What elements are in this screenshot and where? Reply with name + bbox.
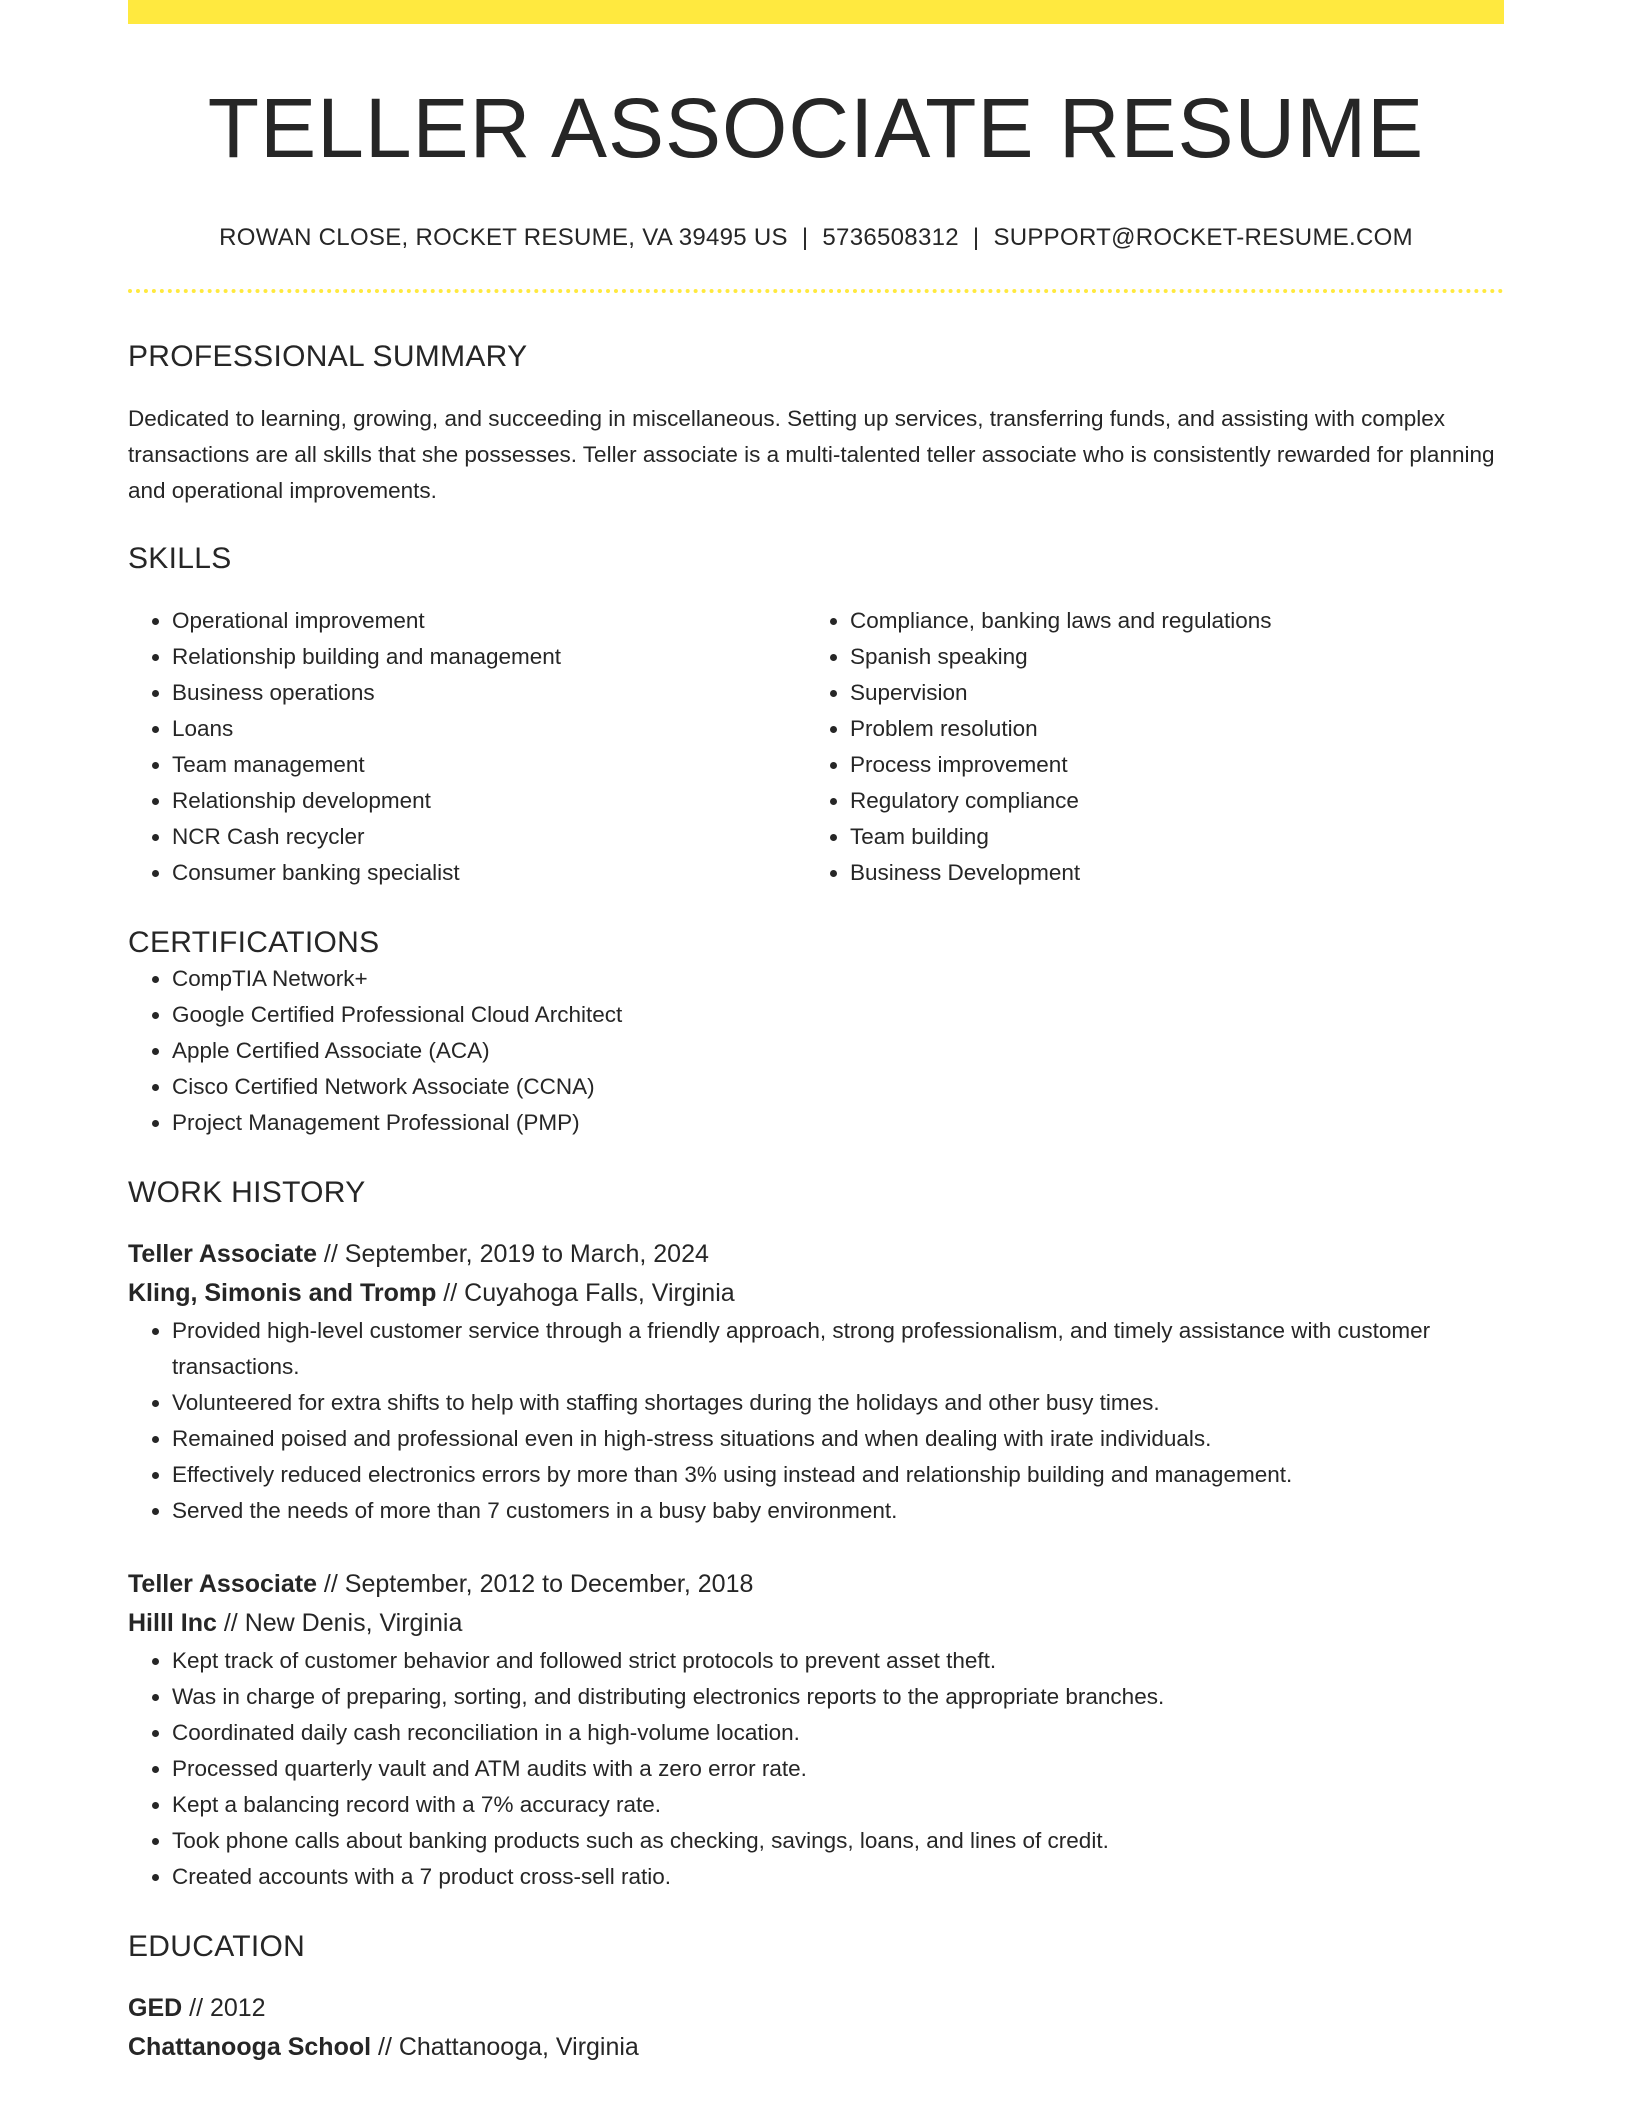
job-duty-item: • Was in charge of preparing, sorting, and distributing electronics reports to the appropriate branches.: [172, 1679, 1504, 1715]
job-dates: // September, 2019 to March, 2024: [316, 1240, 709, 1269]
contact-separator: |: [972, 224, 980, 252]
certification-item: • CompTIA Network+: [172, 961, 1504, 997]
job-title-line: [128, 1235, 1504, 1274]
summary-heading: PROFESSIONAL SUMMARY: [128, 340, 528, 374]
job-company-line: [128, 1274, 1504, 1313]
top-accent-bar: [128, 0, 1504, 24]
work-history-heading: WORK HISTORY: [128, 1176, 366, 1210]
job-duty-item: • Created accounts with a 7 product cross-sell ratio.: [172, 1859, 1504, 1895]
job-company-line: [128, 1604, 1504, 1643]
certifications-heading: CERTIFICATIONS: [128, 926, 380, 960]
skills-list-right: [806, 603, 1484, 891]
job-company: Hilll Inc: [128, 1609, 217, 1638]
skill-item: • Regulatory compliance: [850, 783, 1484, 819]
job-role: Teller Associate: [128, 1570, 317, 1599]
certification-item: • Apple Certified Associate (ACA): [172, 1033, 1504, 1069]
resume-title: TELLER ASSOCIATE RESUME: [207, 81, 1425, 175]
contact-line: [128, 224, 1504, 253]
job-duty-item: • Took phone calls about banking products such as checking, savings, loans, and lines of credit.: [172, 1823, 1504, 1859]
job-duty-item: • Processed quarterly vault and ATM audits with a zero error rate.: [172, 1751, 1504, 1787]
job-duty-item: • Remained poised and professional even in high-stress situations and when dealing with irate individuals.: [172, 1421, 1504, 1457]
education-degree: GED: [128, 1994, 183, 2023]
skill-item: • Process improvement: [850, 747, 1484, 783]
contact-address: ROWAN CLOSE, ROCKET RESUME, VA 39495 US: [219, 224, 788, 252]
skill-item: • Team building: [850, 819, 1484, 855]
certifications-list: [128, 961, 1504, 1141]
resume-page: [128, 0, 1504, 2067]
job-company: Kling, Simonis and Tromp: [128, 1279, 437, 1308]
job-location: // Cuyahoga Falls, Virginia: [436, 1279, 735, 1308]
job-duties-list: [128, 1643, 1504, 1895]
skill-item: • Operational improvement: [172, 603, 806, 639]
job-duties-list: [128, 1313, 1504, 1529]
education-school: Chattanooga School: [128, 2033, 372, 2062]
skill-item: • NCR Cash recycler: [172, 819, 806, 855]
education-location: // Chattanooga, Virginia: [371, 2033, 639, 2062]
education-entry: [128, 1989, 1504, 2067]
skill-item: • Relationship development: [172, 783, 806, 819]
job-title-line: [128, 1565, 1504, 1604]
job-dates: // September, 2012 to December, 2018: [316, 1570, 754, 1599]
job-duty-item: • Kept track of customer behavior and followed strict protocols to prevent asset theft.: [172, 1643, 1504, 1679]
job-duty-item: • Volunteered for extra shifts to help with staffing shortages during the holidays and other busy times.: [172, 1385, 1504, 1421]
job-duty-item: • Effectively reduced electronics errors by more than 3% using instead and relationship building and management.: [172, 1457, 1504, 1493]
contact-phone: 5736508312: [822, 224, 959, 252]
contact-email: SUPPORT@ROCKET-RESUME.COM: [993, 224, 1413, 252]
certification-item: • Google Certified Professional Cloud Architect: [172, 997, 1504, 1033]
skill-item: • Business Development: [850, 855, 1484, 891]
skill-item: • Relationship building and management: [172, 639, 806, 675]
skill-item: • Loans: [172, 711, 806, 747]
skill-item: • Compliance, banking laws and regulations: [850, 603, 1484, 639]
summary-text: Dedicated to learning, growing, and succeeding in miscellaneous. Setting up services, transferring funds, and assisting with complex transactions are all skills that she possesses. Teller associate is a multi-talented teller associate who is consistently rewarded for planning and operational improvements.: [128, 406, 1495, 504]
job-duty-item: • Served the needs of more than 7 customers in a busy baby environment.: [172, 1493, 1504, 1529]
certification-item: • Project Management Professional (PMP): [172, 1105, 1504, 1141]
dotted-divider: [128, 289, 1504, 293]
skills-heading: SKILLS: [128, 542, 232, 576]
skill-item: • Spanish speaking: [850, 639, 1484, 675]
certification-item: • Cisco Certified Network Associate (CCNA): [172, 1069, 1504, 1105]
skill-item: • Problem resolution: [850, 711, 1484, 747]
job-duty-item: • Provided high-level customer service through a friendly approach, strong professionalism, and timely assistance with customer transactions.: [172, 1313, 1504, 1385]
job-role: Teller Associate: [128, 1240, 317, 1269]
job-duty-item: • Kept a balancing record with a 7% accuracy rate.: [172, 1787, 1504, 1823]
education-degree-line: [128, 1989, 1504, 2028]
job-entry: [128, 1235, 1504, 1529]
skill-item: • Business operations: [172, 675, 806, 711]
education-year: // 2012: [182, 1994, 266, 2023]
education-school-line: [128, 2028, 1504, 2067]
job-location: // New Denis, Virginia: [216, 1609, 463, 1638]
skills-list-left: [128, 603, 806, 891]
education-heading: EDUCATION: [128, 1930, 306, 1964]
skill-item: • Team management: [172, 747, 806, 783]
contact-separator: |: [801, 224, 809, 252]
skill-item: • Supervision: [850, 675, 1484, 711]
job-duty-item: • Coordinated daily cash reconciliation in a high-volume location.: [172, 1715, 1504, 1751]
skill-item: • Consumer banking specialist: [172, 855, 806, 891]
skills-grid: [128, 603, 1504, 891]
job-entry: [128, 1565, 1504, 1895]
